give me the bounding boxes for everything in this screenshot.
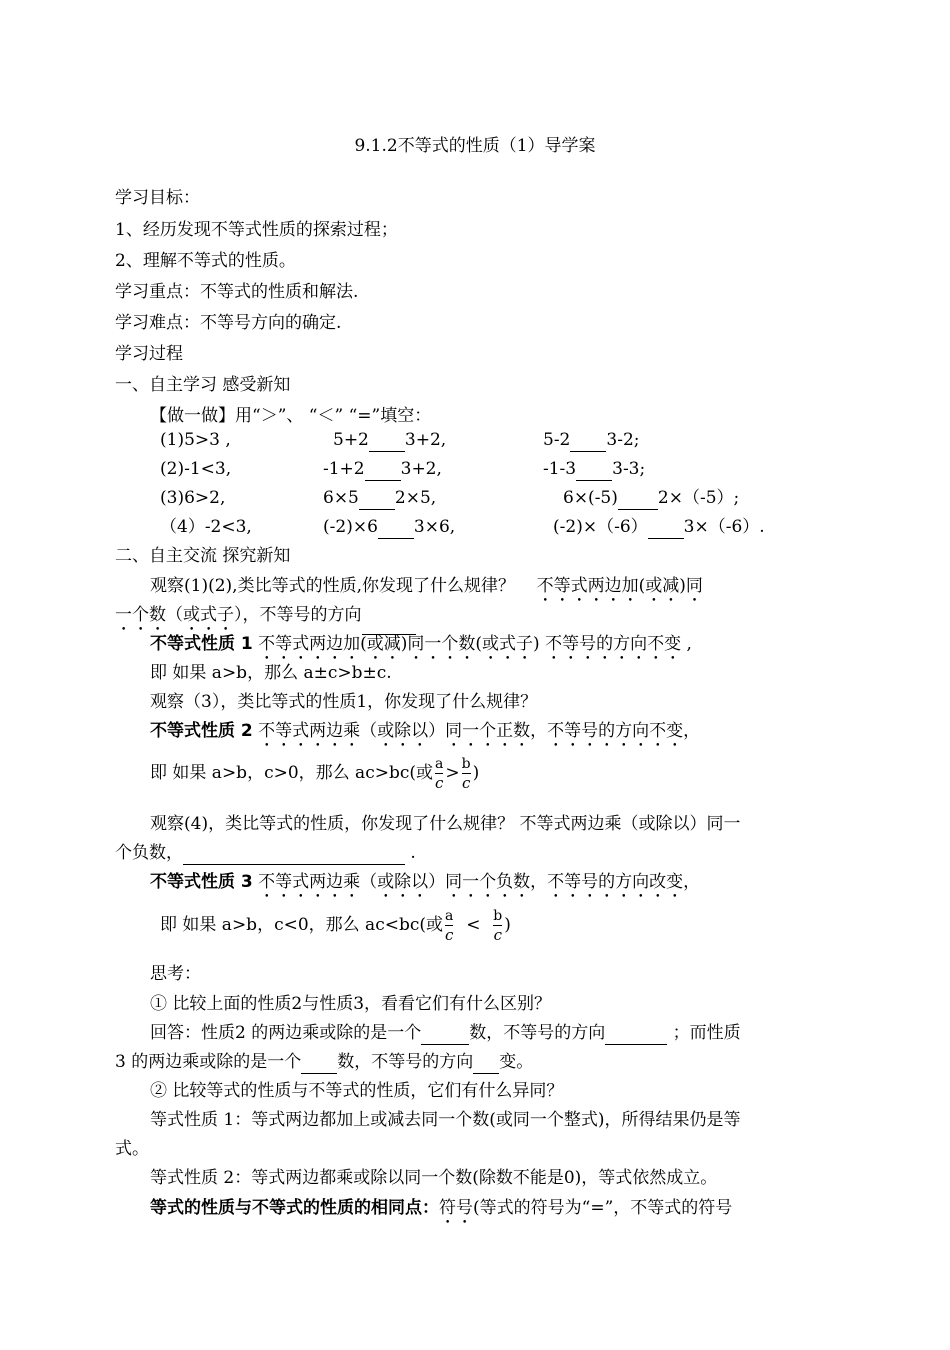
answer-blank-3[interactable]	[301, 1055, 337, 1074]
row3-b	[323, 486, 436, 510]
row1-c2: 3-2;	[606, 430, 640, 450]
row2-b	[323, 457, 442, 481]
answer-blank-4[interactable]	[473, 1055, 499, 1074]
row4-a: （4）-2<3,	[160, 517, 252, 537]
observation-4-blank[interactable]	[183, 846, 405, 865]
property-2-text: 不等式两边乘（或除以）同一个正数，不等号的方向不变，	[258, 721, 701, 741]
observation-4-end: .	[405, 843, 416, 863]
equality-property-2: 等式性质 2：等式两边都乘或除以同一个数(除数不能是0)，等式依然成立。	[150, 1168, 718, 1188]
observation-1	[150, 574, 703, 606]
similarity-colon: ：	[422, 1198, 439, 1218]
goal-2: 2、理解不等式的性质。	[115, 251, 296, 271]
fraction-a-over-c	[435, 755, 443, 792]
fraction-numerator: b	[493, 908, 503, 924]
observation-1-cont	[115, 603, 416, 635]
property-1-label: 不等式性质 1	[150, 634, 253, 654]
row3-a: (3)6>2,	[160, 488, 226, 508]
answer-part-b: 数，不等号的方向	[469, 1023, 606, 1043]
row2-b-blank[interactable]	[365, 462, 401, 481]
goals-heading: 学习目标：	[115, 188, 200, 208]
row4-b-blank[interactable]	[378, 520, 414, 539]
row4-b	[323, 515, 455, 539]
row3-b-blank[interactable]	[359, 491, 395, 510]
property-3-comparison: <	[466, 915, 481, 935]
property-2-label: 不等式性质 2	[150, 721, 253, 741]
fraction-a-over-c	[445, 907, 453, 944]
observation-4-cont	[115, 841, 416, 865]
fraction-denominator: c	[445, 926, 454, 944]
observation-3: 观察（3），类比等式的性质1，你发现了什么规律？	[150, 692, 538, 712]
fraction-b-over-c	[493, 907, 502, 944]
row1-b-blank[interactable]	[369, 433, 405, 452]
row2-c	[543, 457, 645, 481]
row1-c1: 5-2	[543, 430, 571, 450]
property-2	[150, 719, 700, 751]
observation-1-question: 观察(1)(2),类比等式的性质,你发现了什么规律？	[150, 576, 515, 596]
row4-c2: 3×（-6）.	[683, 517, 765, 537]
equality-property-1-cont: 式。	[115, 1139, 149, 1159]
fraction-numerator: b	[461, 756, 471, 772]
process-heading: 学习过程	[115, 344, 183, 364]
row3-c2: 2×（-5）;	[657, 488, 740, 508]
row3-c1: 6×(-5)	[563, 488, 618, 508]
row3-c-blank[interactable]	[618, 491, 658, 510]
answer-part-f: 变。	[499, 1052, 534, 1072]
similarity-label: 等式的性质与不等式的性质的相同点	[150, 1198, 422, 1218]
close-paren: )	[504, 915, 511, 935]
row1-b1: 5+2	[333, 430, 369, 450]
row2-c1: -1-3	[543, 459, 577, 479]
row4-c-blank[interactable]	[648, 520, 684, 539]
row3-b2: 2×5,	[394, 488, 437, 508]
question-2: ② 比较等式的性质与不等式的性质，它们有什么异同？	[150, 1081, 564, 1101]
row4-b2: 3×6,	[413, 517, 456, 537]
fraction-denominator: c	[493, 926, 502, 944]
row3-c	[563, 486, 739, 510]
row3-b1: 6×5	[323, 488, 359, 508]
similarity-symbol: 符号	[439, 1198, 473, 1218]
property-1-end: ,	[681, 634, 692, 654]
property-1	[150, 632, 692, 664]
page-title: 9.1.2不等式的性质（1）导学案	[354, 136, 596, 156]
equality-property-1: 等式性质 1：等式两边都加上或减去同一个数(或同一个整式)，所得结果仍是等	[150, 1110, 741, 1130]
property-1-text: 不等式两边加(或减)同一个数(或式子) 不等号的方向不变	[258, 634, 682, 654]
row2-b2: 3+2,	[400, 459, 442, 479]
property-3-label: 不等式性质 3	[150, 872, 253, 892]
fraction-denominator: c	[461, 774, 471, 792]
answer-line-1	[150, 1021, 741, 1045]
property-2-example-text: 即 如果 a>b，c>0，那么 ac>bc(或	[150, 763, 433, 783]
answer-line-2	[115, 1050, 533, 1074]
property-2-comparison: >	[445, 763, 460, 783]
answer-part-d: 3 的两边乘或除的是一个	[115, 1052, 302, 1072]
row1-a: (1)5>3 ,	[160, 430, 231, 450]
observation-4-tail: 个负数，	[115, 843, 183, 863]
fraction-denominator: c	[435, 774, 444, 792]
answer-blank-1[interactable]	[421, 1026, 469, 1045]
fraction-b-over-c	[462, 755, 471, 792]
property-3-example	[160, 900, 511, 950]
property-2-example	[150, 748, 479, 798]
row4-c1: (-2)×（-6）	[553, 517, 648, 537]
row4-c	[553, 515, 765, 539]
row1-c	[543, 428, 640, 452]
similarity-line	[150, 1196, 732, 1228]
property-3	[150, 870, 700, 902]
observation-1-answer: 不等式两边加(或减)同	[536, 576, 703, 596]
row4-b1: (-2)×6	[323, 517, 378, 537]
section-1-heading: 一、自主学习 感受新知	[115, 375, 291, 395]
fraction-numerator: a	[435, 756, 444, 772]
think-heading: 思考：	[150, 964, 201, 984]
row1-c-blank[interactable]	[570, 433, 606, 452]
close-paren: )	[472, 763, 480, 783]
row1-b2: 3+2,	[404, 430, 447, 450]
row2-a: (2)-1<3,	[160, 459, 232, 479]
property-1-example: 即 如果 a>b，那么 a±c>b±c.	[150, 663, 392, 683]
fraction-numerator: a	[445, 908, 454, 924]
answer-part-a: 回答：性质2 的两边乘或除的是一个	[150, 1023, 422, 1043]
key-point: 学习重点：不等式的性质和解法.	[115, 282, 359, 302]
row2-c-blank[interactable]	[576, 462, 612, 481]
task-instruction: 【做一做】用“＞”、 “＜” “=”填空：	[150, 406, 432, 426]
question-1: ① 比较上面的性质2与性质3，看看它们有什么区别？	[150, 994, 552, 1014]
observation-1-answer-cont: 一个数（或式子）	[115, 605, 243, 625]
answer-part-e: 数，不等号的方向	[337, 1052, 474, 1072]
difficulty: 学习难点：不等号方向的确定.	[115, 313, 342, 333]
row2-c2: 3-3;	[612, 459, 646, 479]
observation-1-tail: ，不等号的方向	[242, 605, 362, 625]
row2-b1: -1+2	[323, 459, 365, 479]
similarity-text: (等式的符号为“=”，不等式的符号	[473, 1198, 733, 1218]
observation-4: 观察(4)，类比等式的性质，你发现了什么规律？ 不等式两边乘（或除以）同一	[150, 814, 741, 834]
answer-blank-2[interactable]	[605, 1026, 667, 1045]
goal-1: 1、经历发现不等式性质的探索过程；	[115, 220, 398, 240]
row1-b	[333, 428, 446, 452]
section-2-heading: 二、自主交流 探究新知	[115, 546, 291, 566]
property-3-text: 不等式两边乘（或除以）同一个负数，不等号的方向改变，	[258, 872, 701, 892]
property-3-example-text: 即 如果 a>b，c<0，那么 ac<bc(或	[160, 915, 443, 935]
answer-part-c: ；而性质	[672, 1023, 741, 1043]
